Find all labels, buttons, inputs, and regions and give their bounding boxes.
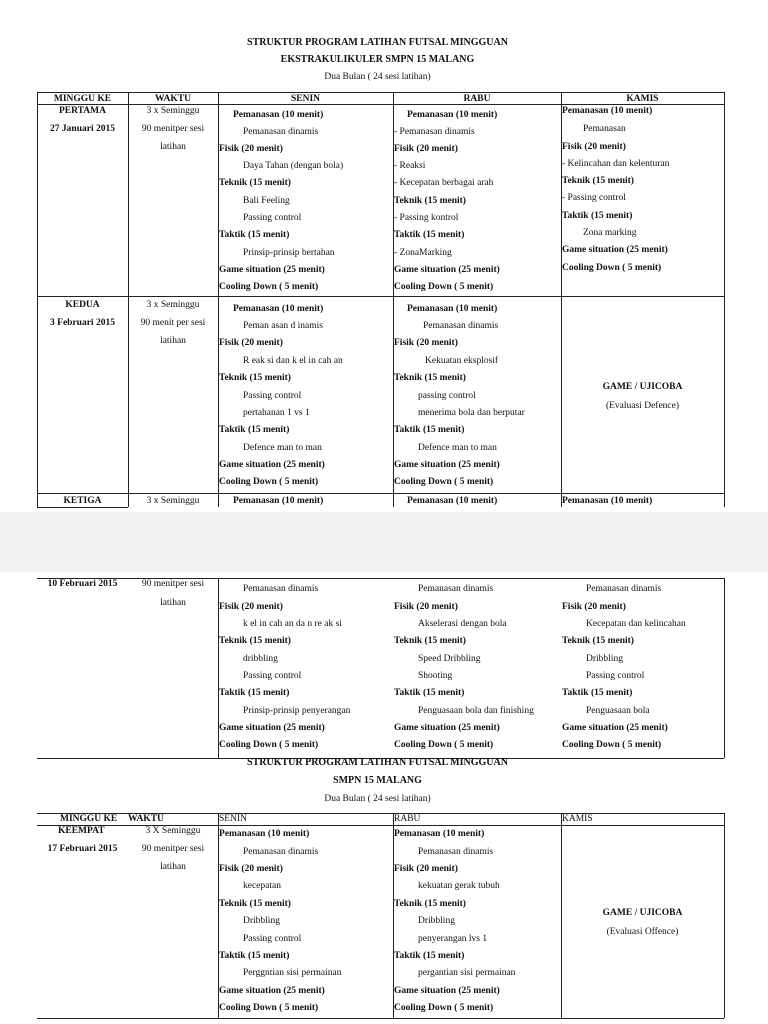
rabu-line: Taktik (15 menit) (394, 230, 465, 240)
rabu-line: Cooling Down ( 5 menit) (394, 477, 494, 487)
senin-line: Bali Feeling (243, 196, 290, 206)
time-text: 90 menitper sesi (141, 124, 205, 134)
kamis-line: Cooling Down ( 5 menit) (562, 740, 662, 750)
senin-line: Cooling Down ( 5 menit) (219, 282, 319, 292)
document-title: STRUKTUR PROGRAM LATIHAN FUTSAL MINGGUAN (247, 757, 508, 768)
senin-line: Cooling Down ( 5 menit) (219, 1003, 319, 1013)
rabu-line: - ZonaMarking (394, 248, 452, 258)
senin-line: Teknik (15 menit) (219, 899, 291, 909)
evaluation-label: (Evaluasi Offence) (606, 927, 679, 937)
rabu-line: Game situation (25 menit) (394, 986, 500, 996)
senin-line: Game situation (25 menit) (219, 723, 325, 733)
kamis-line: Taktik (15 menit) (562, 211, 633, 221)
time-text: latihan (160, 598, 186, 608)
time-text: 3 X Seminggu (145, 826, 201, 836)
rabu-line: - Reaksi (394, 161, 426, 171)
rabu-line: - Passing kontrol (394, 213, 459, 223)
senin-line: Fisik (20 menit) (219, 144, 283, 154)
kamis-line: - Passing control (562, 193, 626, 203)
senin-line: Game situation (25 menit) (219, 986, 325, 996)
rabu-line: passing control (418, 391, 476, 401)
senin-line: Prinsip-prinsip bertahan (243, 248, 335, 258)
senin-line: Perggntian sisi permainan (243, 968, 342, 978)
rabu-line: Cooling Down ( 5 menit) (394, 740, 494, 750)
rabu-line: Shooting (418, 671, 453, 681)
header-rabu: RABU (394, 814, 421, 824)
kamis-line: Pemanasan (10 menit) (562, 496, 653, 506)
document-title: STRUKTUR PROGRAM LATIHAN FUTSAL MINGGUAN (247, 37, 508, 48)
rabu-line: Pemanasan dinamis (423, 321, 499, 331)
kamis-line: Pemanasan (583, 124, 626, 134)
senin-line: Fisik (20 menit) (219, 864, 283, 874)
senin-line: Peman asan d inamis (243, 321, 323, 331)
header-waktu: WAKTU (155, 94, 191, 104)
rabu-line: Pemanasan (10 menit) (394, 829, 485, 839)
senin-line: k el in cah an da n re ak si (243, 619, 342, 629)
rabu-line: Game situation (25 menit) (394, 723, 500, 733)
kamis-line: - Kelincahan dan kelenturan (562, 159, 670, 169)
rabu-line: Cooling Down ( 5 menit) (394, 282, 494, 292)
senin-line: Prinsip-prinsip penyerangan (243, 706, 351, 716)
rabu-line: Teknik (15 menit) (394, 196, 466, 206)
header-kamis: KAMIS (562, 814, 593, 824)
week-date: 10 Februari 2015 (47, 579, 118, 589)
week-date: 3 Februari 2015 (50, 318, 115, 328)
rabu-line: - Kecepatan berbagai arah (394, 178, 494, 188)
header-waktu: WAKTU (128, 814, 164, 824)
senin-line: Game situation (25 menit) (219, 460, 325, 470)
rabu-line: Pemanasan dinamis (418, 584, 494, 594)
week-name: KEEMPAT (58, 826, 105, 836)
senin-line: Taktik (15 menit) (219, 951, 290, 961)
rabu-line: pergantian sisi permainan (418, 968, 516, 978)
senin-line: Pemanasan (10 menit) (233, 304, 324, 314)
game-ujicoba-label: GAME / UJICOBA (602, 382, 683, 392)
rabu-line: Pemanasan (10 menit) (407, 496, 498, 506)
header-senin: SENIN (219, 814, 247, 824)
evaluation-label: (Evaluasi Defence) (605, 401, 680, 411)
time-text: latihan (160, 336, 186, 346)
kamis-line: Kecepatan dan kelincahan (586, 619, 686, 629)
senin-line: Passing control (243, 213, 302, 223)
senin-line: R eak si dan k el in cah an (243, 356, 343, 366)
rabu-line: Pemanasan (10 menit) (407, 304, 498, 314)
document-page-2 (0, 572, 768, 1024)
document-subtitle: Dua Bulan ( 24 sesi latihan) (324, 72, 431, 82)
week-date: 17 Februari 2015 (47, 844, 118, 854)
rabu-line: Penguasaan bola dan finishing (418, 706, 534, 716)
rabu-line: Akselerasi dengan bola (418, 619, 507, 629)
senin-line: Pemanasan (10 menit) (233, 110, 324, 120)
document-subtitle: Dua Bulan ( 24 sesi latihan) (324, 794, 431, 804)
kamis-line: Pemanasan (10 menit) (562, 106, 653, 116)
senin-line: Passing control (243, 671, 302, 681)
time-text: 3 x Seminggu (146, 496, 200, 506)
rabu-line: Cooling Down ( 5 menit) (394, 1003, 494, 1013)
rabu-line: Fisik (20 menit) (394, 864, 458, 874)
kamis-line: Passing control (586, 671, 645, 681)
rabu-line: Teknik (15 menit) (394, 373, 466, 383)
senin-line: Daya Tahan (dengan bola) (243, 161, 344, 171)
rabu-line: Game situation (25 menit) (394, 460, 500, 470)
senin-line: Fisik (20 menit) (219, 338, 283, 348)
kamis-line: Game situation (25 menit) (562, 245, 668, 255)
rabu-line: Kekuatan eksplosif (425, 356, 499, 366)
senin-line: dribbling (243, 654, 278, 664)
document-title-school: EKSTRAKULIKULER SMPN 15 MALANG (280, 54, 475, 65)
senin-line: Teknik (15 menit) (219, 178, 291, 188)
senin-line: Passing control (243, 934, 302, 944)
page-gap (0, 512, 768, 572)
senin-line: pertahanan 1 vs 1 (243, 408, 310, 418)
senin-line: Cooling Down ( 5 menit) (219, 477, 319, 487)
time-text: 90 menitper sesi (141, 579, 205, 589)
kamis-line: Teknik (15 menit) (562, 636, 634, 646)
senin-line: kecepatan (243, 881, 281, 891)
kamis-line: Teknik (15 menit) (562, 176, 634, 186)
time-text: 90 menit per sesi (140, 318, 206, 328)
rabu-line: Taktik (15 menit) (394, 688, 465, 698)
rabu-line: Pemanasan (10 menit) (407, 110, 498, 120)
document-title-school: SMPN 15 MALANG (333, 775, 422, 786)
senin-line: Dribbling (243, 916, 280, 926)
senin-line: Teknik (15 menit) (219, 636, 291, 646)
senin-line: Pemanasan dinamis (243, 584, 319, 594)
time-text: 3 x Seminggu (146, 300, 200, 310)
header-minggu: MINGGU KE (53, 94, 112, 104)
time-text: latihan (160, 142, 186, 152)
week-name: KETIGA (63, 496, 102, 506)
rabu-line: - Pemanasan dinamis (394, 127, 475, 137)
senin-line: Pemanasan dinamis (243, 847, 319, 857)
kamis-line: Cooling Down ( 5 menit) (562, 263, 662, 273)
week-name: PERTAMA (59, 106, 106, 116)
rabu-line: Fisik (20 menit) (394, 602, 458, 612)
kamis-line: Pemanasan dinamis (586, 584, 662, 594)
header-rabu: RABU (463, 94, 491, 104)
rabu-line: kekuatan gerak tubuh (418, 881, 500, 891)
kamis-line: Taktik (15 menit) (562, 688, 633, 698)
rabu-line: Teknik (15 menit) (394, 636, 466, 646)
senin-line: Teknik (15 menit) (219, 373, 291, 383)
game-ujicoba-label: GAME / UJICOBA (602, 908, 683, 918)
rabu-line: menerima bola dan berputar (418, 408, 525, 418)
time-text: latihan (160, 862, 186, 872)
rabu-line: Fisik (20 menit) (394, 338, 458, 348)
time-text: 3 x Seminggu (146, 106, 200, 116)
rabu-line: Taktik (15 menit) (394, 951, 465, 961)
rabu-line: penyerangan lvs 1 (418, 934, 488, 944)
senin-line: Defence man to man (243, 443, 322, 453)
header-minggu: MINGGU KE (60, 814, 118, 824)
senin-line: Pemanasan (10 menit) (219, 829, 310, 839)
senin-line: Game situation (25 menit) (219, 265, 325, 275)
senin-line: Taktik (15 menit) (219, 688, 290, 698)
rabu-line: Speed Dribbling (418, 654, 481, 664)
rabu-line: Dribbling (418, 916, 455, 926)
kamis-line: Fisik (20 menit) (562, 602, 626, 612)
rabu-line: Pemanasan dinamis (418, 847, 494, 857)
senin-line: Taktik (15 menit) (219, 230, 290, 240)
header-senin: SENIN (290, 94, 321, 104)
rabu-line: Teknik (15 menit) (394, 899, 466, 909)
senin-line: Pemanasan (10 menit) (233, 496, 324, 506)
senin-line: Cooling Down ( 5 menit) (219, 740, 319, 750)
week-date: 27 Januari 2015 (50, 124, 115, 134)
rabu-line: Taktik (15 menit) (394, 425, 465, 435)
week-name: KEDUA (65, 300, 100, 310)
time-text: 90 menitper sesi (141, 844, 205, 854)
senin-line: Taktik (15 menit) (219, 425, 290, 435)
kamis-line: Dribbling (586, 654, 623, 664)
senin-line: Pemanasan dinamis (243, 127, 319, 137)
kamis-line: Fisik (20 menit) (562, 142, 626, 152)
rabu-line: Fisik (20 menit) (394, 144, 458, 154)
rabu-line: Defence man to man (418, 443, 497, 453)
senin-line: Fisik (20 menit) (219, 602, 283, 612)
header-kamis: KAMIS (626, 94, 659, 104)
kamis-line: Game situation (25 menit) (562, 723, 668, 733)
senin-line: Passing control (243, 391, 302, 401)
rabu-line: Game situation (25 menit) (394, 265, 500, 275)
kamis-line: Penguasaan bola (586, 706, 650, 716)
kamis-line: Zona marking (583, 228, 637, 238)
